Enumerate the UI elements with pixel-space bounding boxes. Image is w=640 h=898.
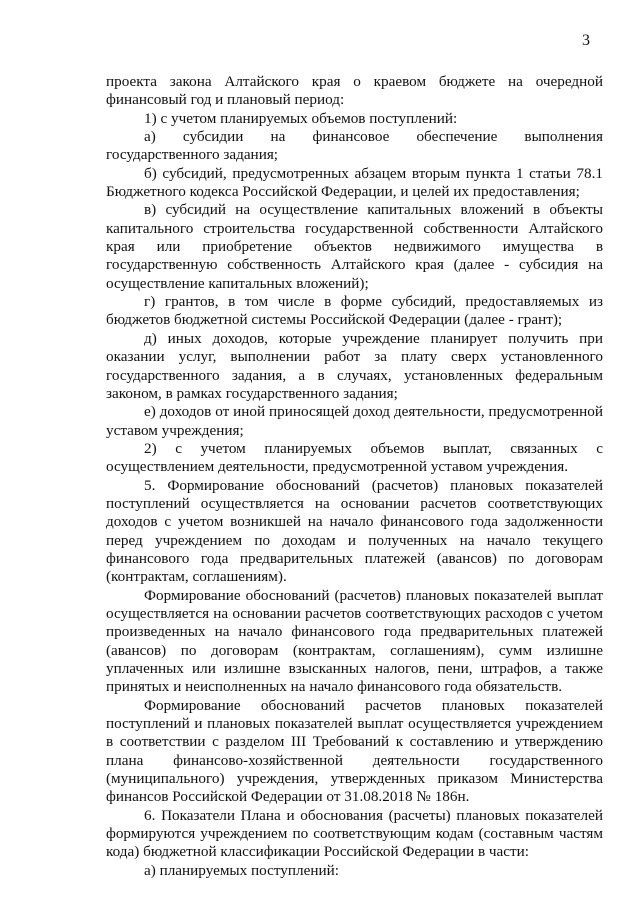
paragraph-payments-justification: Формирование обоснований (расчетов) плановых показателей выплат осуществляется на основании расчетов соответствующих расходов с учетом произведенных на начало финансового года предварительных платежей (авансов) по договорам (контрактам, соглашениям), сумм излишне уплаченных или излишне взысканных налогов, пени, штрафов, а также принятых и неисполненных на начало финансового года обязательств.	[106, 586, 603, 696]
paragraph-section-5: 5. Формирование обоснований (расчетов) плановых показателей поступлений осуществляется на основании расчетов соответствующих доходов с учетом возникшей на начало финансового года задолженности перед учреждением по доходам и полученных на начало текущего финансового года предварительных платежей (авансов) по договорам (контрактам, соглашениям).	[106, 476, 603, 586]
paragraph-item-e: е) доходов от иной приносящей доход деятельности, предусмотренной уставом учреждения;	[106, 403, 603, 439]
paragraph-requirements-reference: Формирование обоснований расчетов плановых показателей поступлений и плановых показателей выплат осуществляется учреждением в соответствии с разделом III Требований к составлению и утверждению плана финансово-хозяйственной деятельности государственного (муниципального) учреждения, утвержденных приказом Министерства финансов Российской Федерации от 31.08.2018 № 186н.	[106, 696, 603, 806]
paragraph-item-a: а) субсидии на финансовое обеспечение выполнения государственного задания;	[106, 128, 603, 164]
paragraph-item-d: д) иных доходов, которые учреждение планирует получить при оказании услуг, выполнении работ за плату сверх установленного государственного задания, а в случаях, установленных федеральным законом, в рамках государственного задания;	[106, 329, 603, 402]
paragraph-section-6: 6. Показатели Плана и обоснования (расчеты) плановых показателей формируются учреждением по соответствующим кодам (составным частям кода) бюджетной классификации Российской Федерации в части:	[106, 806, 603, 861]
paragraph-item-v: в) субсидий на осуществление капитальных вложений в объекты капитального строительства государственной собственности Алтайского края или приобретение объектов недвижимого имущества в государственную собственность Алтайского края (далее - субсидия на осуществление капитальных вложений);	[106, 201, 603, 292]
document-body	[106, 73, 603, 880]
paragraph-item-b: б) субсидий, предусмотренных абзацем вторым пункта 1 статьи 78.1 Бюджетного кодекса Российской Федерации, и целей их предоставления;	[106, 164, 603, 201]
paragraph-item-g: г) грантов, в том числе в форме субсидий, предоставляемых из бюджетов бюджетной системы Российской Федерации (далее - грант);	[106, 293, 603, 329]
paragraph-item-1: 1) с учетом планируемых объемов поступлений:	[144, 109, 458, 127]
paragraph-intro: проекта закона Алтайского края о краевом бюджете на очередной финансовый год и плановый период:	[106, 73, 603, 109]
page-number: 3	[582, 32, 590, 49]
paragraph-item-2: 2) с учетом планируемых объемов выплат, связанных с осуществлением деятельности, предусмотренной уставом учреждения.	[106, 439, 603, 476]
paragraph-planned-receipts: а) планируемых поступлений:	[144, 861, 339, 879]
